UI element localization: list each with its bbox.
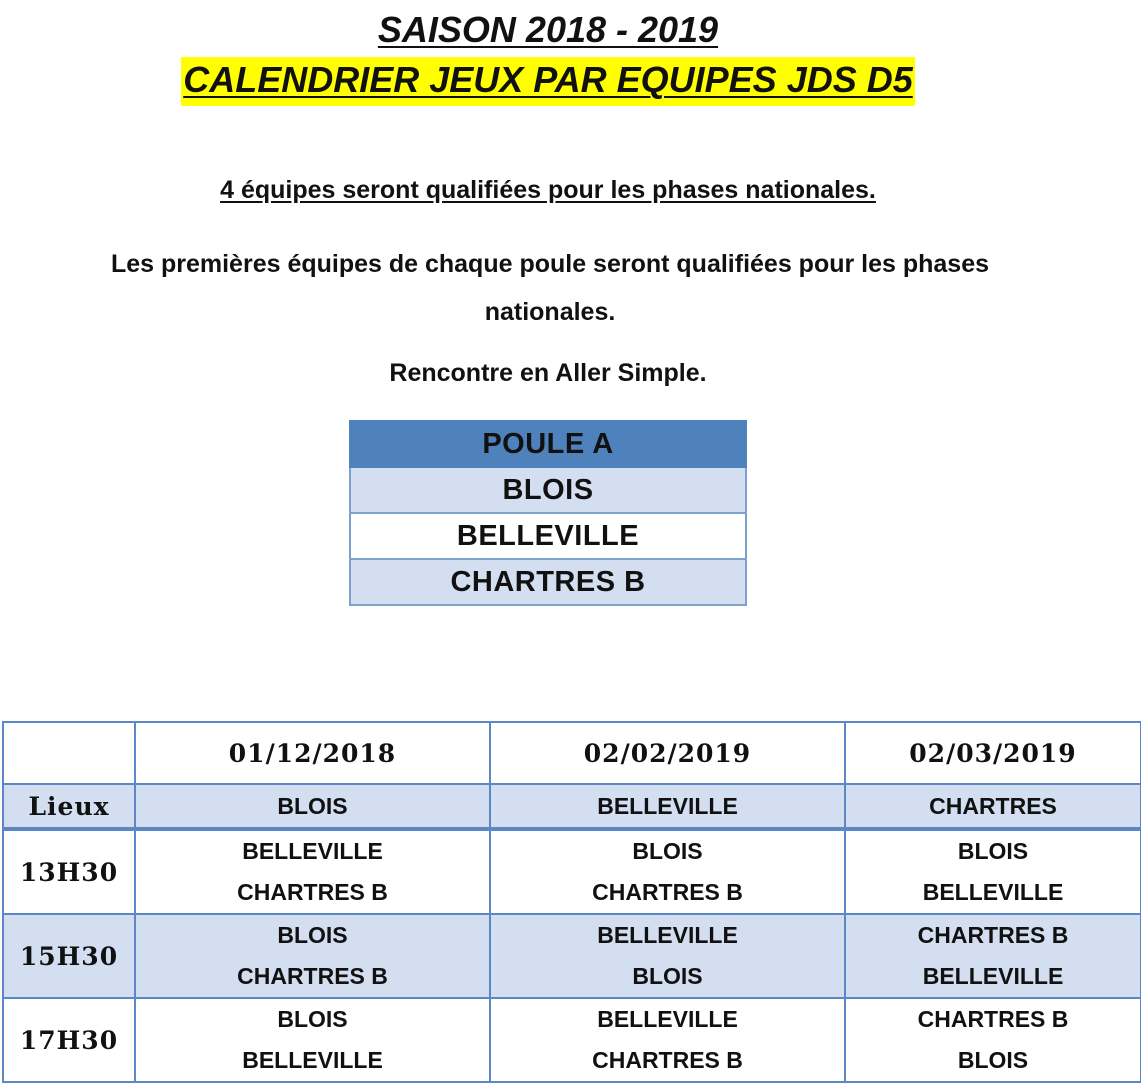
format-note: Rencontre en Aller Simple. bbox=[389, 359, 707, 387]
match-cell bbox=[490, 829, 845, 914]
team-name: BELLEVILLE bbox=[597, 1006, 738, 1032]
time-slot-row bbox=[3, 998, 1141, 1082]
team-name: BLOIS bbox=[632, 838, 703, 864]
qualified-note: 4 équipes seront qualifiées pour les phases nationales. bbox=[220, 176, 876, 204]
corner-cell bbox=[3, 722, 135, 784]
first-teams-note: Les premières équipes de chaque poule seront qualifiées pour les phases nationales. bbox=[110, 250, 990, 326]
match-cell bbox=[135, 829, 490, 914]
time-slot-row bbox=[3, 829, 1141, 914]
time-cell: 15H30 bbox=[3, 914, 135, 998]
team-name: CHARTRES B bbox=[592, 1047, 743, 1073]
team-name: CHARTRES B bbox=[237, 879, 388, 905]
poule-team: CHARTRES B bbox=[350, 559, 746, 605]
poule-title: POULE A bbox=[350, 421, 746, 467]
team-name: BELLEVILLE bbox=[242, 1047, 383, 1073]
time-cell: 17H30 bbox=[3, 998, 135, 1082]
team-name: BLOIS bbox=[277, 1006, 348, 1032]
poule-team: BLOIS bbox=[350, 467, 746, 513]
venue-cell: CHARTRES bbox=[845, 784, 1141, 829]
date-header: 01/12/2018 bbox=[135, 722, 490, 784]
calendar-title: CALENDRIER JEUX PAR EQUIPES JDS D5 bbox=[0, 58, 1096, 102]
team-name: BELLEVILLE bbox=[922, 963, 1064, 989]
time-cell: 13H30 bbox=[3, 829, 135, 914]
team-name: BELLEVILLE bbox=[597, 922, 738, 948]
lieux-label: Lieux bbox=[3, 784, 135, 829]
match-cell bbox=[490, 914, 845, 998]
poule-team: BELLEVILLE bbox=[350, 513, 746, 559]
team-name: CHARTRES B bbox=[237, 963, 388, 989]
team-name: BLOIS bbox=[957, 838, 1029, 864]
date-header: 02/02/2019 bbox=[490, 722, 845, 784]
team-name: BELLEVILLE bbox=[922, 879, 1064, 905]
team-name: CHARTRES B bbox=[592, 879, 743, 905]
venue-cell: BELLEVILLE bbox=[490, 784, 845, 829]
match-cell bbox=[845, 998, 1141, 1082]
match-cell bbox=[845, 829, 1141, 914]
venue-cell: BLOIS bbox=[135, 784, 490, 829]
poule-table bbox=[349, 420, 747, 606]
team-name: BELLEVILLE bbox=[242, 838, 383, 864]
date-header: 02/03/2019 bbox=[845, 722, 1141, 784]
schedule-table bbox=[2, 721, 1141, 1083]
team-name: CHARTRES B bbox=[917, 1006, 1069, 1032]
match-cell bbox=[135, 998, 490, 1082]
team-name: BLOIS bbox=[957, 1047, 1029, 1073]
match-cell bbox=[135, 914, 490, 998]
season-title: SAISON 2018 - 2019 bbox=[377, 9, 719, 50]
team-name: CHARTRES B bbox=[917, 922, 1069, 948]
match-cell bbox=[490, 998, 845, 1082]
team-name: BLOIS bbox=[632, 963, 703, 989]
match-cell bbox=[845, 914, 1141, 998]
team-name: BLOIS bbox=[277, 922, 348, 948]
time-slot-row bbox=[3, 914, 1141, 998]
